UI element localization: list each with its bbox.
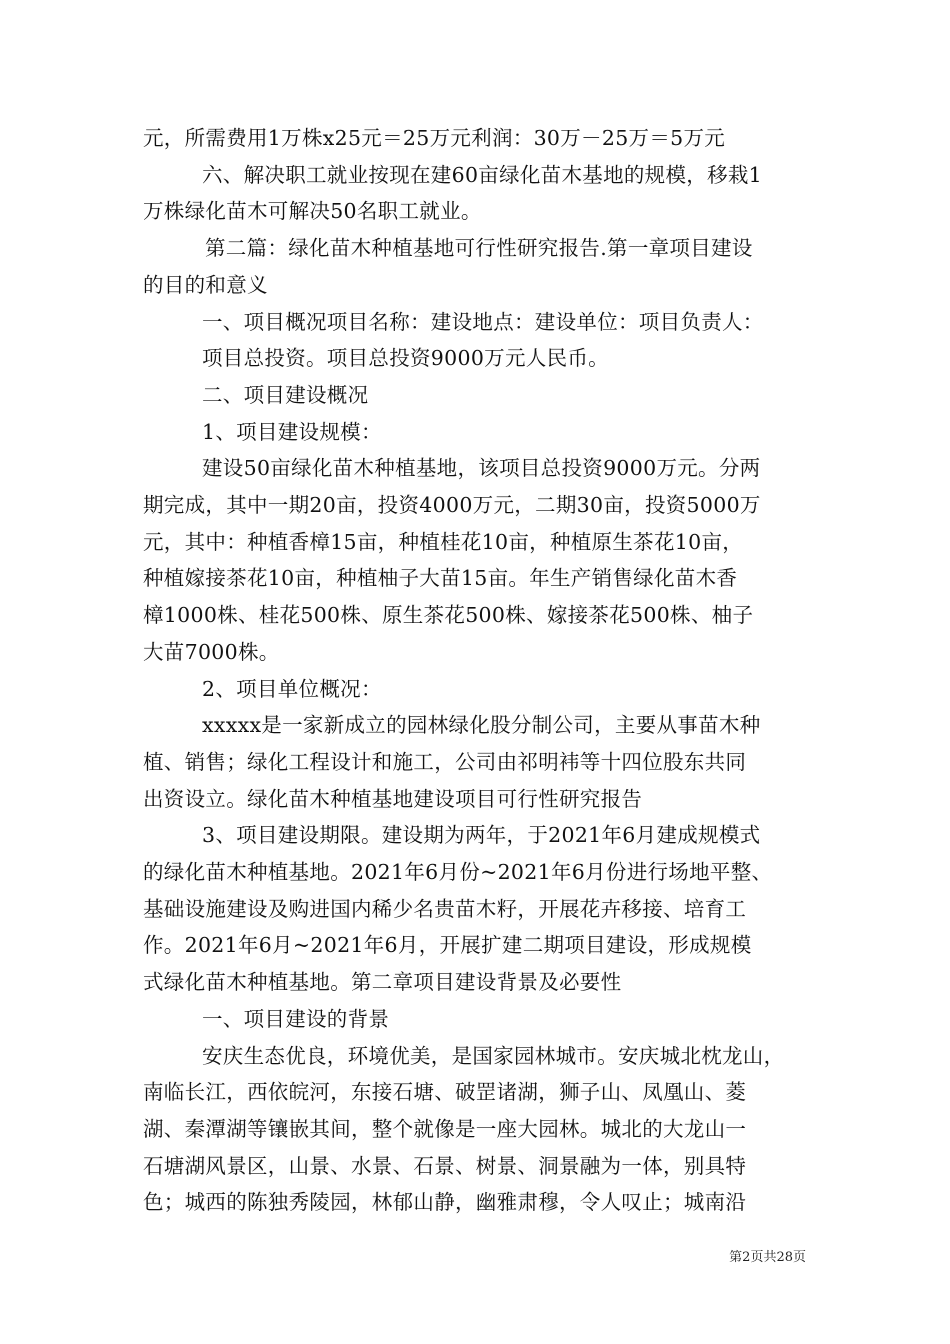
text-line: 2、项目单位概况： — [202, 676, 382, 701]
text-line: 元，其中：种植香樟15亩，种植桂花10亩，种植原生茶花10亩， — [143, 529, 744, 554]
text-line: 安庆生态优良，环境优美，是国家园林城市。安庆城北枕龙山， — [202, 1043, 785, 1068]
text-line: 樟1000株、桂花500株、原生茶花500株、嫁接茶花500株、柚子 — [143, 603, 754, 628]
text-line: 大苗7000株。 — [143, 639, 280, 664]
body-text — [143, 120, 813, 1221]
text-line: 一、项目建设的背景 — [202, 1006, 390, 1031]
text-line: 二、项目建设概况 — [202, 382, 369, 407]
text-line: 种植嫁接茶花10亩，种植柚子大苗15亩。年生产销售绿化苗木香 — [143, 566, 738, 591]
text-line: 3、项目建设期限。建设期为两年，于2021年6月建成规模式 — [202, 823, 761, 848]
text-line: 的绿化苗木种植基地。2021年6月份~2021年6月份进行场地平整、 — [143, 860, 773, 885]
text-line: 第二篇：绿化苗木种植基地可行性研究报告.第一章项目建设 — [205, 236, 753, 261]
text-line: 石塘湖风景区，山景、水景、石景、树景、洞景融为一体，别具特 — [143, 1153, 747, 1178]
text-line: 基础设施建设及购进国内稀少名贵苗木籽，开展花卉移接、培育工 — [143, 896, 747, 921]
text-line: 元，所需费用1万株x25元＝25万元利润：30万－25万＝5万元 — [143, 126, 726, 150]
text-line: 植、销售；绿化工程设计和施工，公司由祁明袆等十四位股东共同 — [143, 749, 747, 774]
text-line: 建设50亩绿化苗木种植基地，该项目总投资9000万元。分两 — [202, 456, 761, 481]
text-line: xxxxx是一家新成立的园林绿化股分制公司，主要从事苗木种 — [202, 713, 761, 738]
text-line: 万株绿化苗木可解决50名职工就业。 — [143, 199, 482, 224]
text-line: 湖、秦潭湖等镶嵌其间，整个就像是一座大园林。城北的大龙山一 — [143, 1116, 747, 1141]
text-line: 作。2021年6月~2021年6月，开展扩建二期项目建设，形成规模 — [143, 933, 752, 958]
text-line: 1、项目建设规模： — [202, 419, 382, 444]
text-line: 南临长江，西依皖河，东接石塘、破罡诸湖，狮子山、凤凰山、菱 — [143, 1080, 747, 1105]
text-line: 项目总投资。项目总投资9000万元人民币。 — [202, 346, 609, 371]
text-line: 期完成，其中一期20亩，投资4000万元，二期30亩，投资5000万 — [143, 493, 761, 518]
text-line: 式绿化苗木种植基地。第二章项目建设背景及必要性 — [143, 970, 622, 995]
text-line: 一、项目概况项目名称：建设地点：建设单位：项目负责人： — [202, 309, 764, 334]
text-line: 六、解决职工就业按现在建60亩绿化苗木基地的规模，移栽1 — [202, 162, 763, 187]
page-number: 第2页共28页 — [729, 1250, 806, 1265]
text-line: 色；城西的陈独秀陵园，林郁山静，幽雅肃穆，令人叹止；城南沿 — [143, 1190, 747, 1215]
text-line: 出资设立。绿化苗木种植基地建设项目可行性研究报告 — [143, 786, 643, 811]
text-line: 的目的和意义 — [143, 272, 268, 297]
